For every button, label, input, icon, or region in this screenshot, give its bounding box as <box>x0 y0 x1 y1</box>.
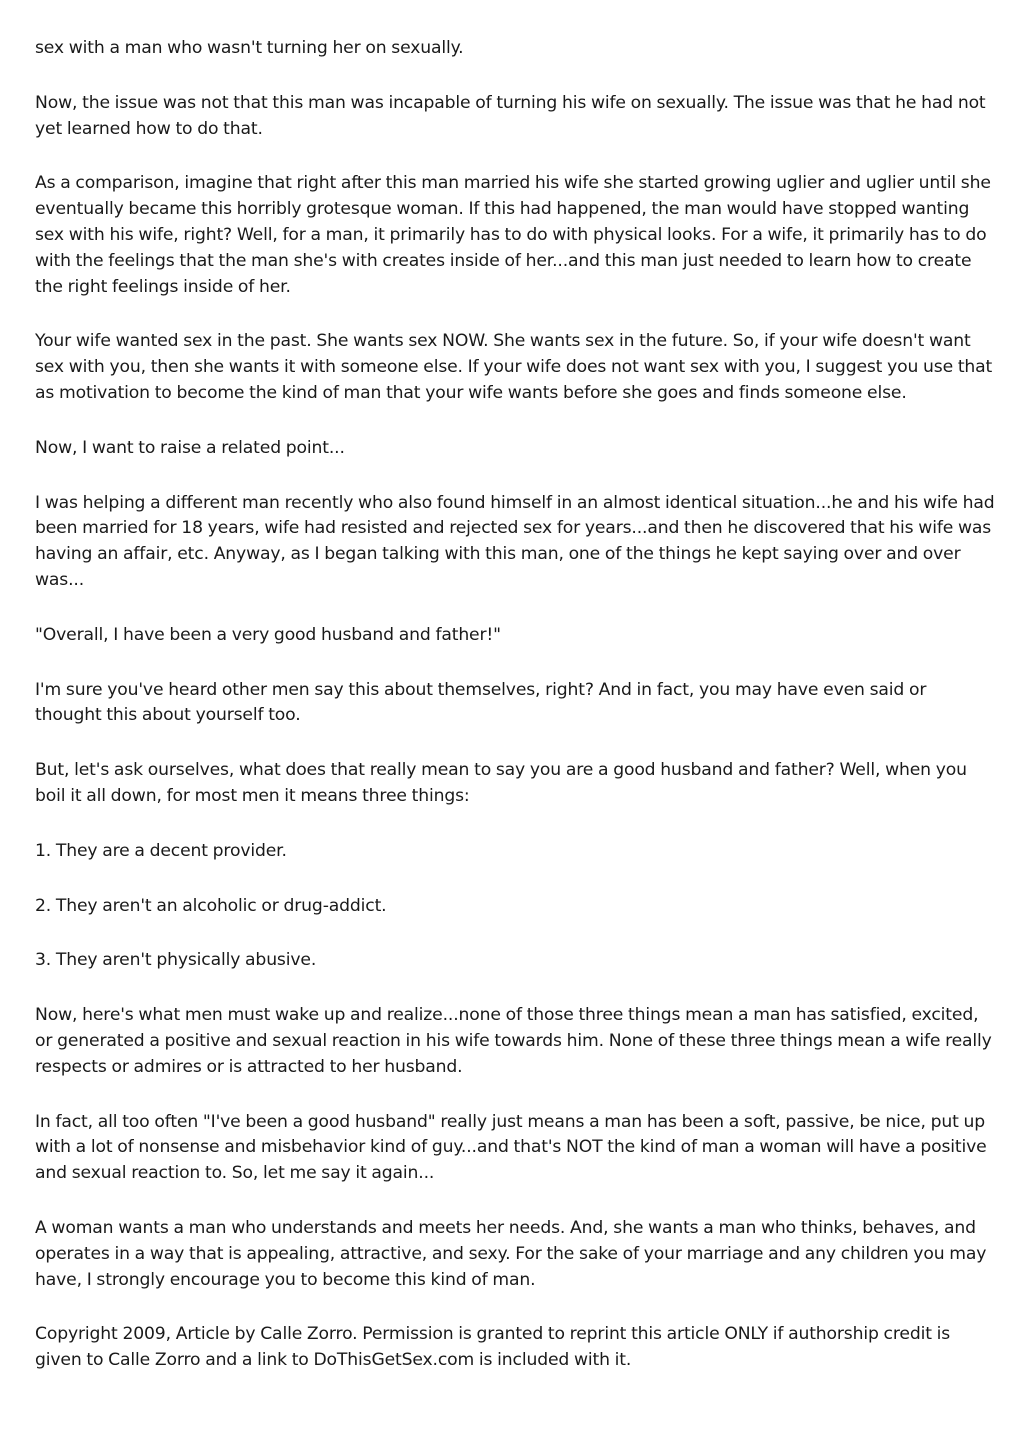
copyright-notice: Copyright 2009, Article by Calle Zorro. Permission is granted to reprint this article ONLY if authorship credit is given to Calle Zorro and a link to DoThisGetSex.com is included with it. <box>35 1324 951 1371</box>
article-body <box>35 36 995 1403</box>
paragraph: Now, here's what men must wake up and realize...none of those three things mean a man has satisfied, excited, or generated a positive and sexual reaction in his wife towards him. None of these three things mean a wife really respects or admires or is attracted to her husband. <box>35 1005 992 1077</box>
quote-paragraph: "Overall, I have been a very good husband and father!" <box>35 624 501 645</box>
paragraph: sex with a man who wasn't turning her on sexually. <box>35 38 464 58</box>
list-item: 1. They are a decent provider. <box>35 840 287 861</box>
paragraph: A woman wants a man who understands and meets her needs. And, she wants a man who thinks, behaves, and operates in a way that is appealing, attractive, and sexy. For the sake of your marriage and any children you may have, I strongly encourage you to become this kind of man. <box>35 1217 987 1290</box>
list-item: 2. They aren't an alcoholic or drug-addict. <box>35 895 387 916</box>
paragraph: As a comparison, imagine that right after this man married his wife she started growing uglier and uglier until she eventually became this horribly grotesque woman. If this had happened, the man would have stopped wanting sex with his wife, right? Well, for a man, it primarily has to do with physical looks. For a wife, it primarily has to do with the feelings that the man she's with creates inside of her...and this man just needed to learn how to create the right feelings inside of her. <box>35 173 991 297</box>
paragraph: In fact, all too often "I've been a good husband" really just means a man has been a soft, passive, be nice, put up with a lot of nonsense and misbehavior kind of guy...and that's NOT the kind of man a woman will have a positive and sexual reaction to. So, let me say it again... <box>35 1111 987 1184</box>
paragraph: Now, I want to raise a related point... <box>35 437 345 458</box>
paragraph: Now, the issue was not that this man was incapable of turning his wife on sexually. The issue was that he had not yet learned how to do that. <box>35 92 986 139</box>
paragraph: I'm sure you've heard other men say this about themselves, right? And in fact, you may have even said or thought this about yourself too. <box>35 679 927 726</box>
paragraph: Your wife wanted sex in the past. She wants sex NOW. She wants sex in the future. So, if your wife doesn't want sex with you, then she wants it with someone else. If your wife does not want sex with you, I suggest you use that as motivation to become the kind of man that your wife wants before she goes and finds someone else. <box>35 331 993 403</box>
paragraph: I was helping a different man recently who also found himself in an almost identical situation...he and his wife had been married for 18 years, wife had resisted and rejected sex for years...and then he discovered that his wife was having an affair, etc. Anyway, as I began talking with this man, one of the things he kept saying over and over was... <box>35 492 995 590</box>
paragraph: But, let's ask ourselves, what does that really mean to say you are a good husband and father? Well, when you boil it all down, for most men it means three things: <box>35 760 967 806</box>
list-item: 3. They aren't physically abusive. <box>35 950 317 971</box>
